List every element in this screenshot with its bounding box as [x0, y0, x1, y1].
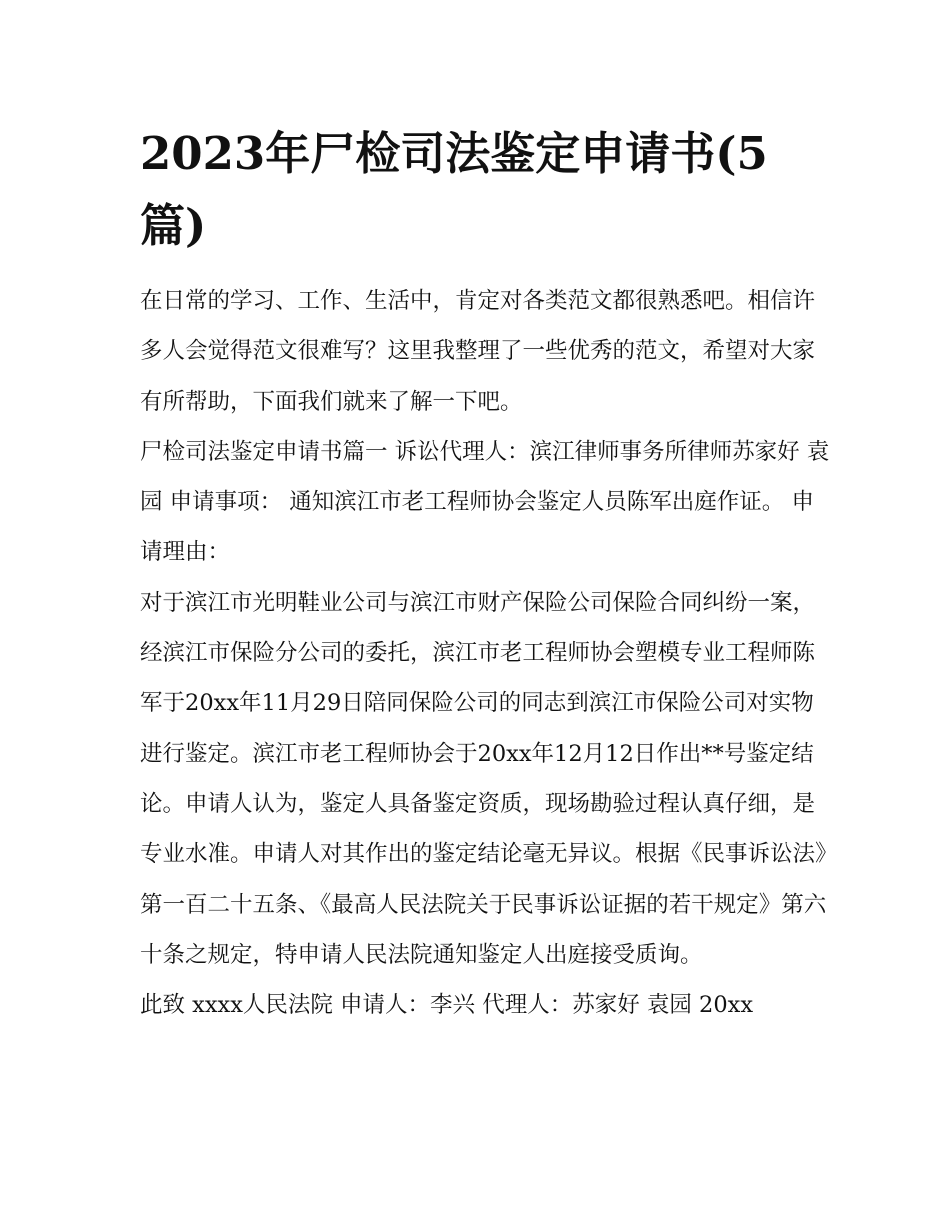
document-body	[140, 276, 830, 1030]
intro-paragraph: 在日常的学习、工作、生活中，肯定对各类范文都很熟悉吧。相信许多人会觉得范文很难写？这里我整理了一些优秀的范文，希望对大家有所帮助，下面我们就来了解一下吧。	[140, 288, 816, 415]
application-header-paragraph: 尸检司法鉴定申请书篇一 诉讼代理人：滨江律师事务所律师苏家好 袁园 申请事项： 通知滨江市老工程师协会鉴定人员陈军出庭作证。 申请理由：	[140, 438, 830, 566]
closing-paragraph: 此致 xxxx人民法院 申请人：李兴 代理人：苏家好 袁园 20xx	[140, 992, 754, 1019]
application-reason-paragraph: 对于滨江市光明鞋业公司与滨江市财产保险公司保险合同纠纷一案，经滨江市保险分公司的委托，滨江市老工程师协会塑模专业工程师陈军于20xx年11月29日陪同保险公司的同志到滨江市保险公司对实物进行鉴定。滨江市老工程师协会于20xx年12月12日作出**号鉴定结论。申请人认为，鉴定人具备鉴定资质，现场勘验过程认真仔细，是专业水准。申请人对其作出的鉴定结论毫无异议。根据《民事诉讼法》第一百二十五条、《最高人民法院关于民事诉讼证据的若干规定》第六十条之规定，特申请人民法院通知鉴定人出庭接受质询。	[140, 589, 827, 968]
document-title: 2023年尸检司法鉴定申请书(5篇)	[140, 127, 768, 252]
